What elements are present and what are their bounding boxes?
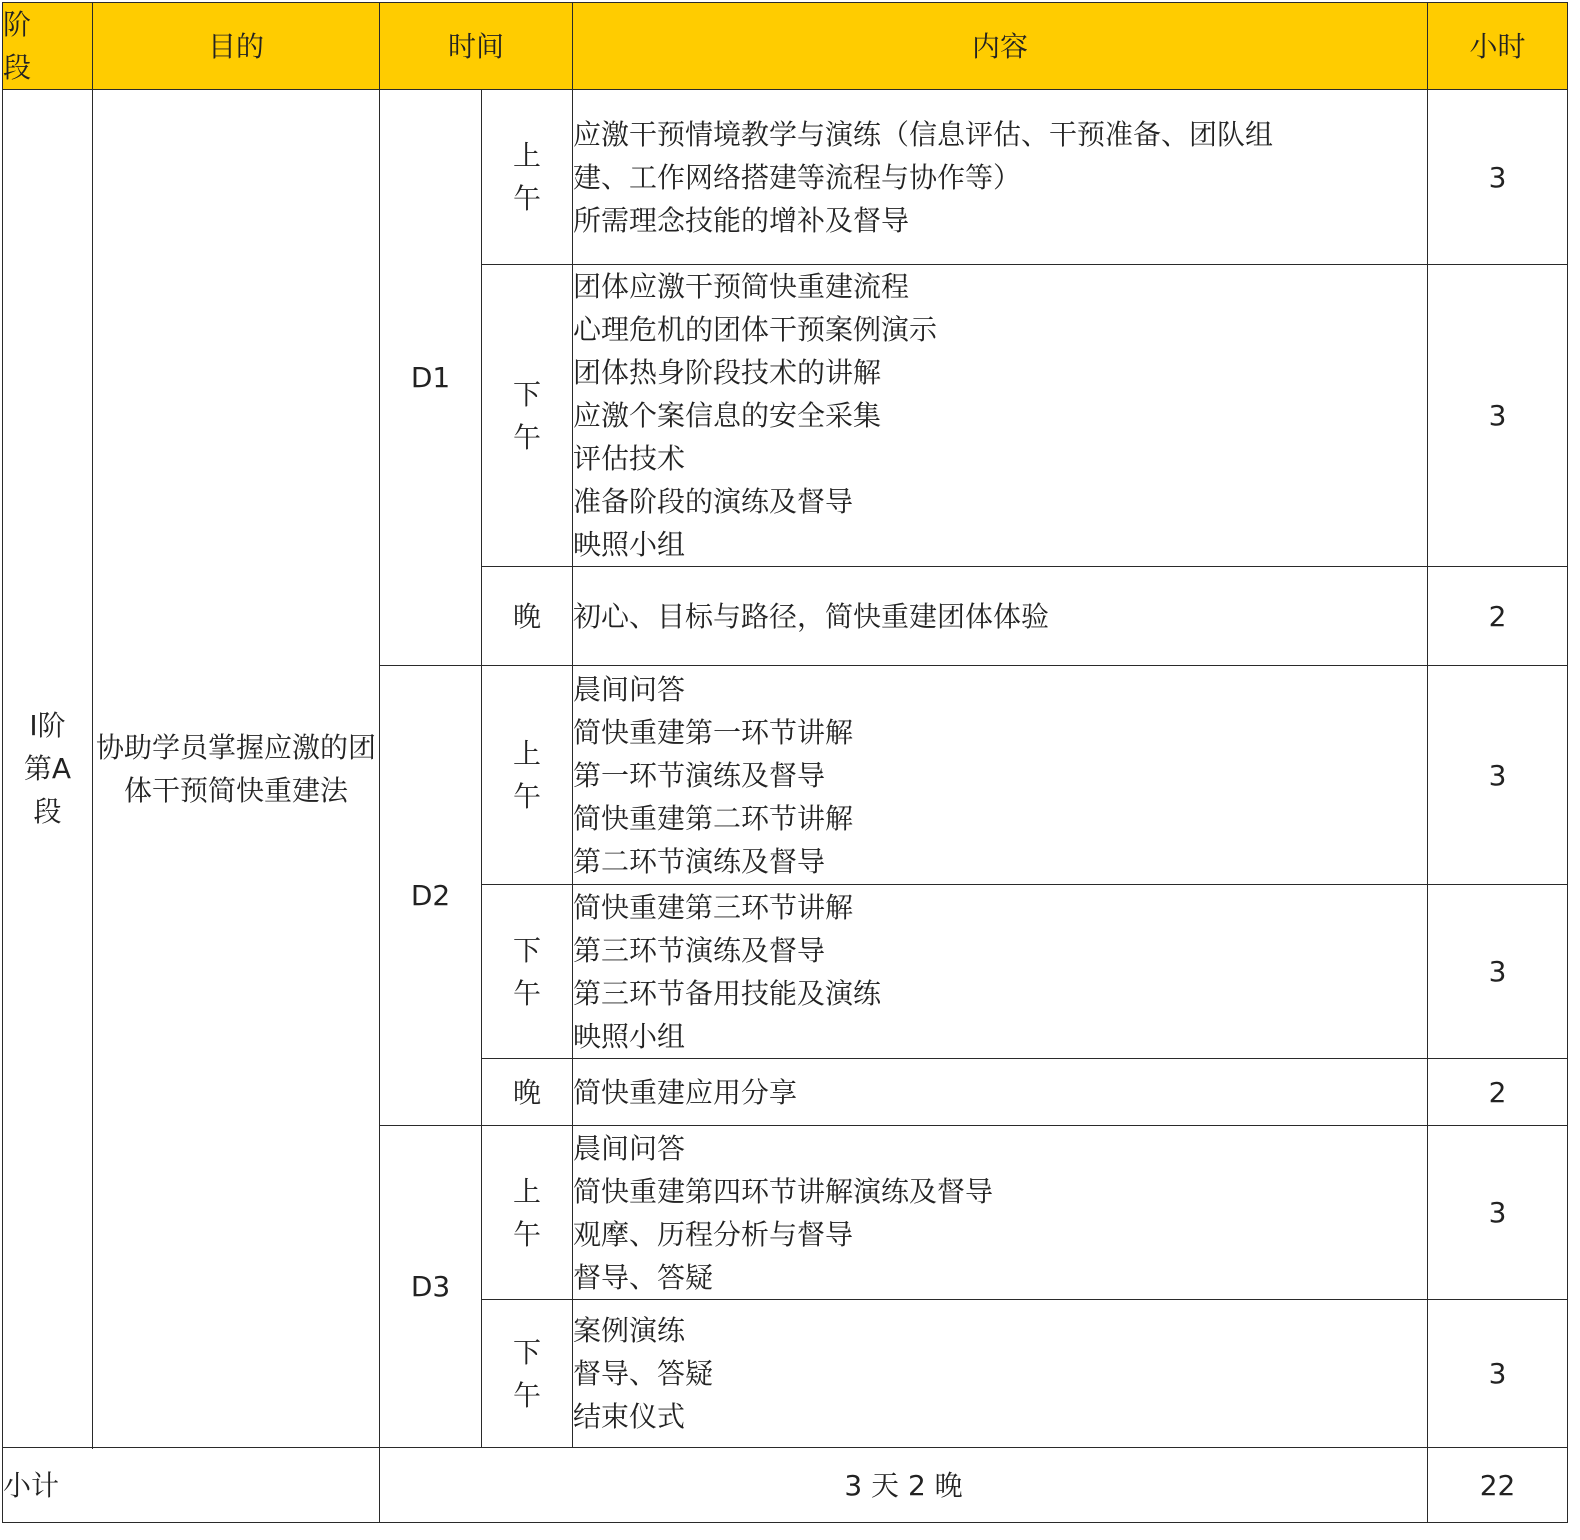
- content-line: 晨间问答: [573, 672, 686, 706]
- content-line: 团体热身阶段技术的讲解: [573, 356, 882, 389]
- period-cell: 晚: [482, 1059, 573, 1126]
- content-cell: [573, 1059, 1428, 1126]
- hours-cell: 3: [1428, 265, 1568, 567]
- goal-cell: 协助学员掌握应激的团体干预简快重建法: [93, 90, 380, 1448]
- day-cell-d1: D1: [380, 90, 482, 666]
- content-line: 督导、答疑: [573, 1260, 714, 1294]
- content-line: 案例演练: [573, 1314, 686, 1347]
- content-cell: [573, 885, 1428, 1059]
- content-line: 结束仪式: [573, 1400, 686, 1433]
- header-row: [3, 3, 1568, 90]
- content-line: 应激干预情境教学与演练（信息评估、干预准备、团队组: [573, 117, 1274, 151]
- content-line: 团体应激干预简快重建流程: [573, 270, 910, 303]
- schedule-table: [2, 2, 1568, 1523]
- content-cell: [573, 1300, 1428, 1448]
- content-cell: [573, 90, 1428, 265]
- period-text: 上午: [512, 1174, 541, 1251]
- content-line: 建、工作网络搭建等流程与协作等）: [573, 160, 1022, 194]
- content-line: 观摩、历程分析与督导: [573, 1217, 854, 1251]
- content-line: 简快重建第二环节讲解: [573, 801, 854, 835]
- content-line: 第二环节演练及督导: [573, 844, 826, 878]
- content-line: 简快重建第三环节讲解: [573, 890, 854, 924]
- hours-cell: 2: [1428, 1059, 1568, 1126]
- content-line: 心理危机的团体干预案例演示: [573, 313, 938, 346]
- hours-cell: 3: [1428, 1300, 1568, 1448]
- table-row: [3, 90, 1568, 265]
- day-cell-d3: D3: [380, 1126, 482, 1448]
- content-cell: [573, 1126, 1428, 1300]
- content-line: 简快重建第四环节讲解演练及督导: [573, 1174, 994, 1208]
- period-cell: 晚: [482, 567, 573, 666]
- content-line: 所需理念技能的增补及督导: [573, 203, 910, 237]
- header-hours: 小时: [1428, 3, 1568, 90]
- hours-cell: 3: [1428, 90, 1568, 265]
- content-line: 第三环节演练及督导: [573, 933, 826, 967]
- content-cell: [573, 666, 1428, 885]
- period-cell: [482, 666, 573, 885]
- content-line: 晨间问答: [573, 1131, 686, 1165]
- hours-cell: 3: [1428, 666, 1568, 885]
- day-cell-d2: D2: [380, 666, 482, 1126]
- subtotal-duration: 3 天 2 晚: [380, 1448, 1428, 1523]
- content-line: 督导、答疑: [573, 1357, 714, 1390]
- schedule-body: [3, 90, 1568, 1523]
- header-content: 内容: [573, 3, 1428, 90]
- content-line: 简快重建第一环节讲解: [573, 715, 854, 749]
- content-line: 第三环节备用技能及演练: [573, 976, 882, 1010]
- content-cell: [573, 567, 1428, 666]
- content-line: 映照小组: [573, 528, 686, 561]
- subtotal-row: [3, 1448, 1568, 1523]
- content-line: 评估技术: [573, 442, 686, 475]
- period-text: 上午: [512, 737, 541, 813]
- hours-cell: 2: [1428, 567, 1568, 666]
- content-cell: [573, 265, 1428, 567]
- period-text: 下午: [512, 1335, 541, 1412]
- period-cell: [482, 1126, 573, 1300]
- header-stage: [3, 3, 93, 90]
- content-line: 简快重建应用分享: [573, 1075, 798, 1109]
- period-cell: [482, 90, 573, 265]
- stage-cell: [3, 90, 93, 1448]
- content-line: 映照小组: [573, 1019, 686, 1053]
- period-cell: [482, 265, 573, 567]
- hours-cell: 3: [1428, 885, 1568, 1059]
- content-line: 初心、目标与路径，简快重建团体体验: [573, 599, 1050, 633]
- period-cell: [482, 885, 573, 1059]
- header-stage-label: 阶段: [3, 8, 32, 84]
- stage-text: I阶第A段: [23, 709, 72, 828]
- content-line: 准备阶段的演练及督导: [573, 485, 854, 518]
- period-cell: [482, 1300, 573, 1448]
- header-time: 时间: [380, 3, 573, 90]
- header-goal: 目的: [93, 3, 380, 90]
- period-text: 上午: [512, 139, 541, 215]
- subtotal-total-hours: 22: [1428, 1448, 1568, 1523]
- content-line: 第一环节演练及督导: [573, 758, 826, 792]
- content-line: 应激个案信息的安全采集: [573, 399, 882, 432]
- hours-cell: 3: [1428, 1126, 1568, 1300]
- period-text: 下午: [512, 933, 541, 1010]
- period-text: 下午: [512, 377, 541, 454]
- subtotal-label: 小计: [3, 1448, 380, 1523]
